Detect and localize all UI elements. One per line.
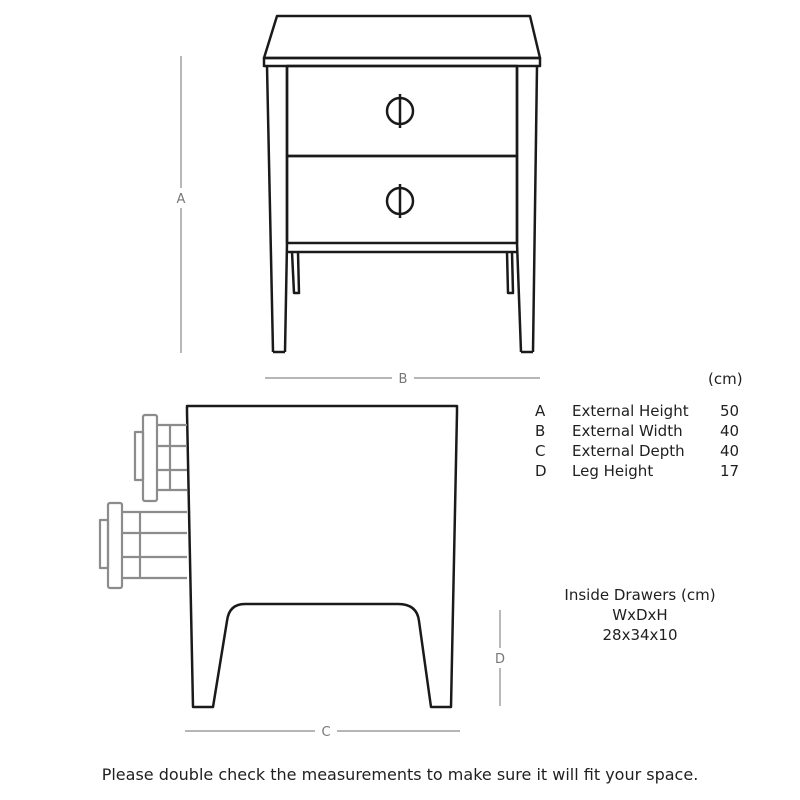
inside-drawers-info: [540, 585, 740, 645]
drawer-lower: [287, 156, 517, 243]
spec-row: [535, 421, 739, 441]
spec-key: B: [535, 422, 546, 440]
table-top: [264, 16, 540, 58]
drawer-upper: [287, 66, 517, 156]
spec-value: 50: [720, 402, 740, 420]
inside-drawers-title: Inside Drawers (cm): [564, 586, 716, 604]
spec-row: [535, 461, 739, 481]
spec-key: C: [535, 442, 546, 460]
dimension-b-label: B: [398, 372, 408, 387]
spec-name: External Depth: [572, 442, 685, 460]
inside-drawers-size: 28x34x10: [602, 626, 678, 644]
dimension-c-label: C: [321, 725, 331, 740]
dimension-a-label: A: [176, 192, 186, 207]
front-right-leg-inner-lower: [517, 243, 521, 352]
spec-name: External Width: [572, 422, 683, 440]
inside-drawers-format: WxDxH: [612, 606, 668, 624]
spec-row: [535, 441, 739, 461]
front-left-leg-outer: [267, 66, 273, 352]
spec-key: D: [535, 462, 547, 480]
units-label: (cm): [708, 370, 743, 388]
spec-name: Leg Height: [572, 462, 654, 480]
back-right-leg: [507, 252, 513, 293]
side-handle-upper-icon: [135, 415, 187, 501]
spec-key: A: [535, 402, 546, 420]
front-left-leg-inner-lower: [285, 243, 287, 352]
dimensions-table: [535, 401, 739, 481]
front-view: [264, 16, 540, 352]
side-body-outline: [187, 406, 457, 707]
dimension-d-label: D: [494, 652, 506, 667]
spec-value: 17: [720, 462, 740, 480]
spec-value: 40: [720, 442, 740, 460]
spec-value: 40: [720, 422, 740, 440]
front-right-leg-outer: [533, 66, 537, 352]
drawer-upper-handle-icon: [387, 94, 413, 128]
side-handles: [100, 415, 187, 588]
drawer-lower-handle-icon: [387, 184, 413, 218]
footer-note: Please double check the measurements to make sure it will fit your space.: [101, 765, 699, 784]
side-view: [187, 406, 457, 707]
spec-row: [535, 401, 739, 421]
back-left-leg: [292, 252, 299, 293]
spec-name: External Height: [572, 402, 689, 420]
side-handle-lower-icon: [100, 503, 187, 588]
